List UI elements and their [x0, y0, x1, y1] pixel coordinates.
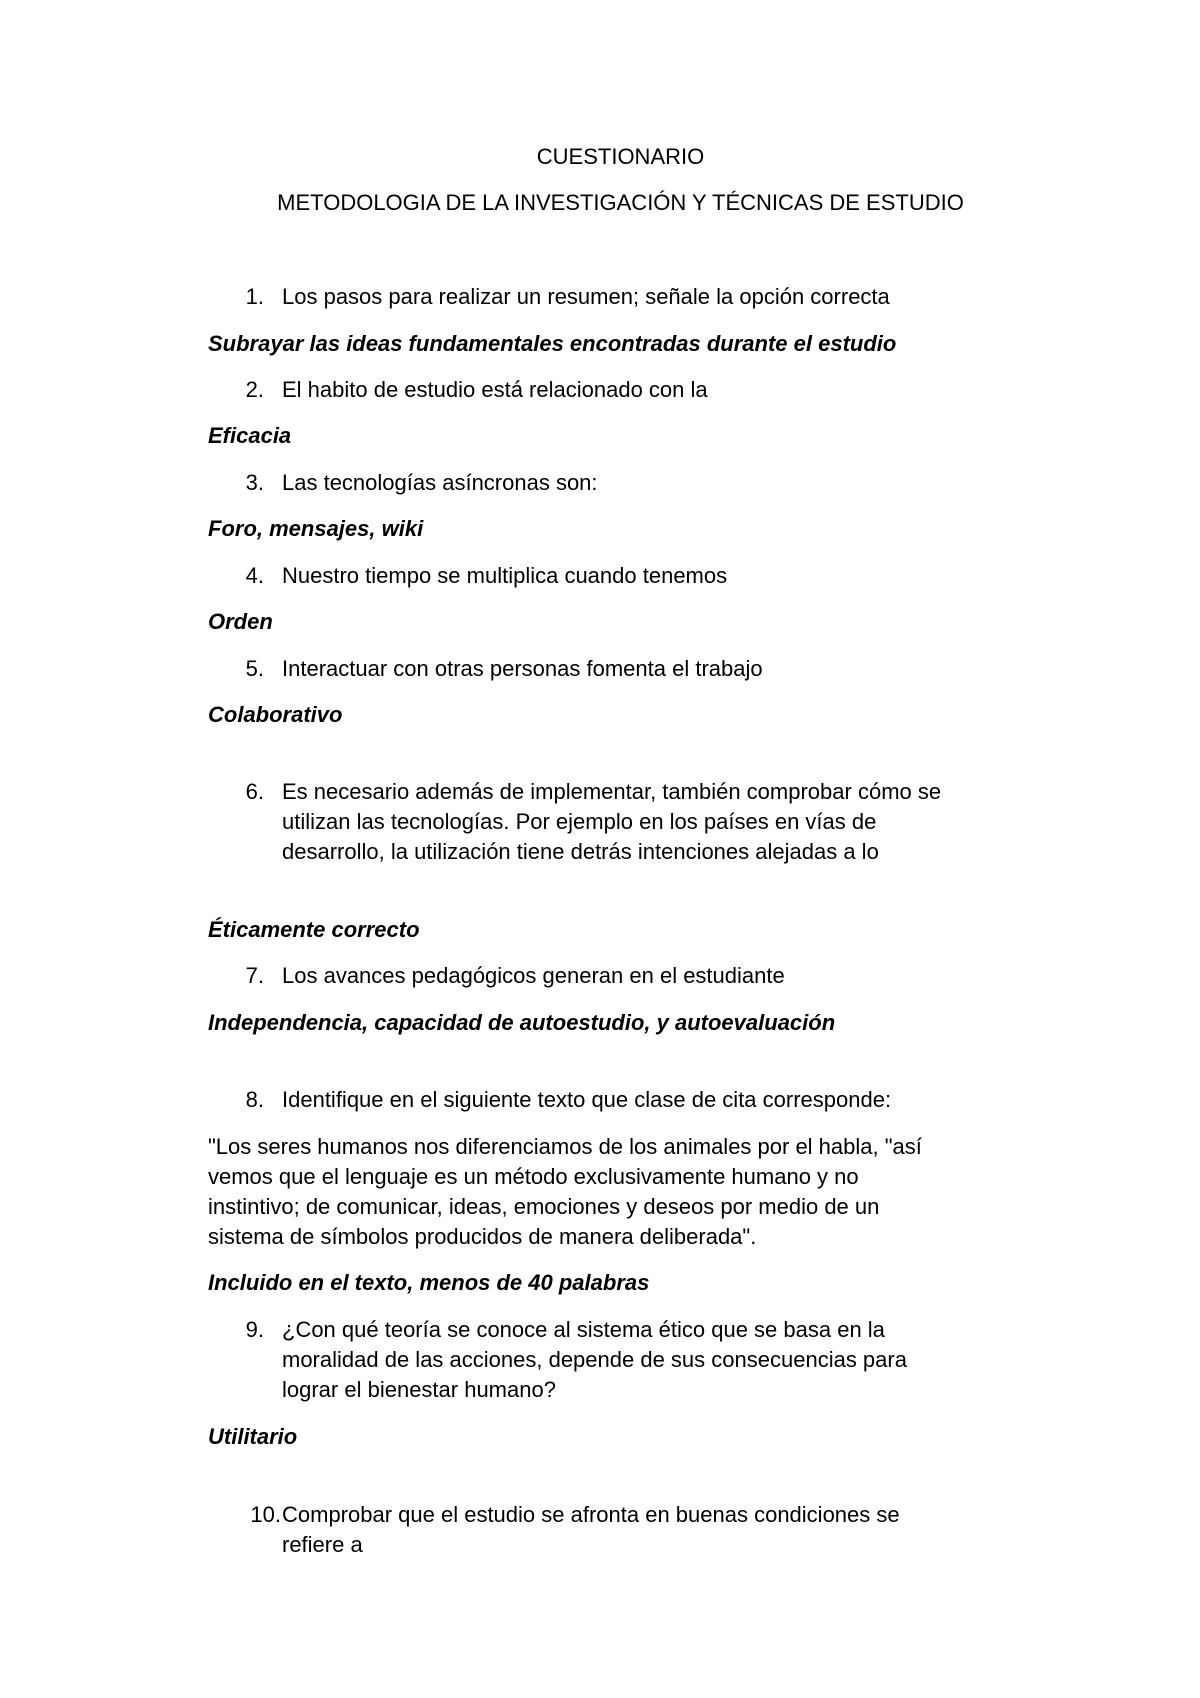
answer-text: Éticamente correcto	[208, 917, 420, 942]
question-text: El habito de estudio está relacionado con la	[282, 377, 708, 402]
question-text: Nuestro tiempo se multiplica cuando tenemos	[282, 563, 728, 588]
answer-text: Colaborativo	[208, 702, 343, 727]
question-text: Comprobar que el estudio se afronta en buenas condiciones se	[282, 1502, 900, 1527]
question-number: 9.	[245, 1317, 264, 1342]
question-text: refiere a	[282, 1532, 363, 1557]
answer-text: Foro, mensajes, wiki	[208, 516, 424, 541]
question-number: 5.	[245, 656, 264, 681]
question-number: 2.	[245, 377, 264, 402]
answer-text: Utilitario	[208, 1424, 298, 1449]
question-text: desarrollo, la utilización tiene detrás intenciones alejadas a lo	[282, 839, 879, 864]
question-number: 4.	[245, 563, 264, 588]
question-text: ¿Con qué teoría se conoce al sistema ético que se basa en la	[282, 1317, 885, 1342]
question-text: Los pasos para realizar un resumen; señale la opción correcta	[282, 284, 890, 309]
question-text: Las tecnologías asíncronas son:	[282, 470, 598, 495]
question-text: lograr el bienestar humano?	[282, 1377, 556, 1402]
question-number: 6.	[245, 779, 264, 804]
answer-text: Subrayar las ideas fundamentales encontradas durante el estudio	[208, 331, 897, 356]
question-text: utilizan las tecnologías. Por ejemplo en los países en vías de	[282, 809, 877, 834]
question-number: 8.	[245, 1087, 264, 1112]
question-number: 3.	[245, 470, 264, 495]
question-number: 10.	[250, 1502, 281, 1527]
quoted-passage: sistema de símbolos producidos de manera deliberada".	[208, 1224, 757, 1249]
document-subtitle: METODOLOGIA DE LA INVESTIGACIÓN Y TÉCNICAS DE ESTUDIO	[277, 190, 964, 215]
answer-text: Independencia, capacidad de autoestudio, y autoevaluación	[208, 1010, 836, 1035]
question-text: Interactuar con otras personas fomenta el trabajo	[282, 656, 763, 681]
question-number: 7.	[245, 963, 264, 988]
quoted-passage: "Los seres humanos nos diferenciamos de los animales por el habla, "así	[208, 1134, 922, 1159]
document-title: CUESTIONARIO	[536, 144, 705, 169]
question-number: 1.	[245, 284, 264, 309]
quoted-passage: vemos que el lenguaje es un método exclusivamente humano y no	[208, 1164, 859, 1189]
question-text: Los avances pedagógicos generan en el estudiante	[282, 963, 785, 988]
question-text: moralidad de las acciones, depende de sus consecuencias para	[282, 1347, 907, 1372]
quoted-passage: instintivo; de comunicar, ideas, emociones y deseos por medio de un	[208, 1194, 880, 1219]
answer-text: Orden	[208, 609, 273, 634]
answer-text: Eficacia	[208, 423, 292, 448]
answer-text: Incluido en el texto, menos de 40 palabras	[208, 1270, 650, 1295]
question-text: Es necesario además de implementar, también comprobar cómo se	[282, 779, 942, 804]
question-text: Identifique en el siguiente texto que clase de cita corresponde:	[282, 1087, 892, 1112]
